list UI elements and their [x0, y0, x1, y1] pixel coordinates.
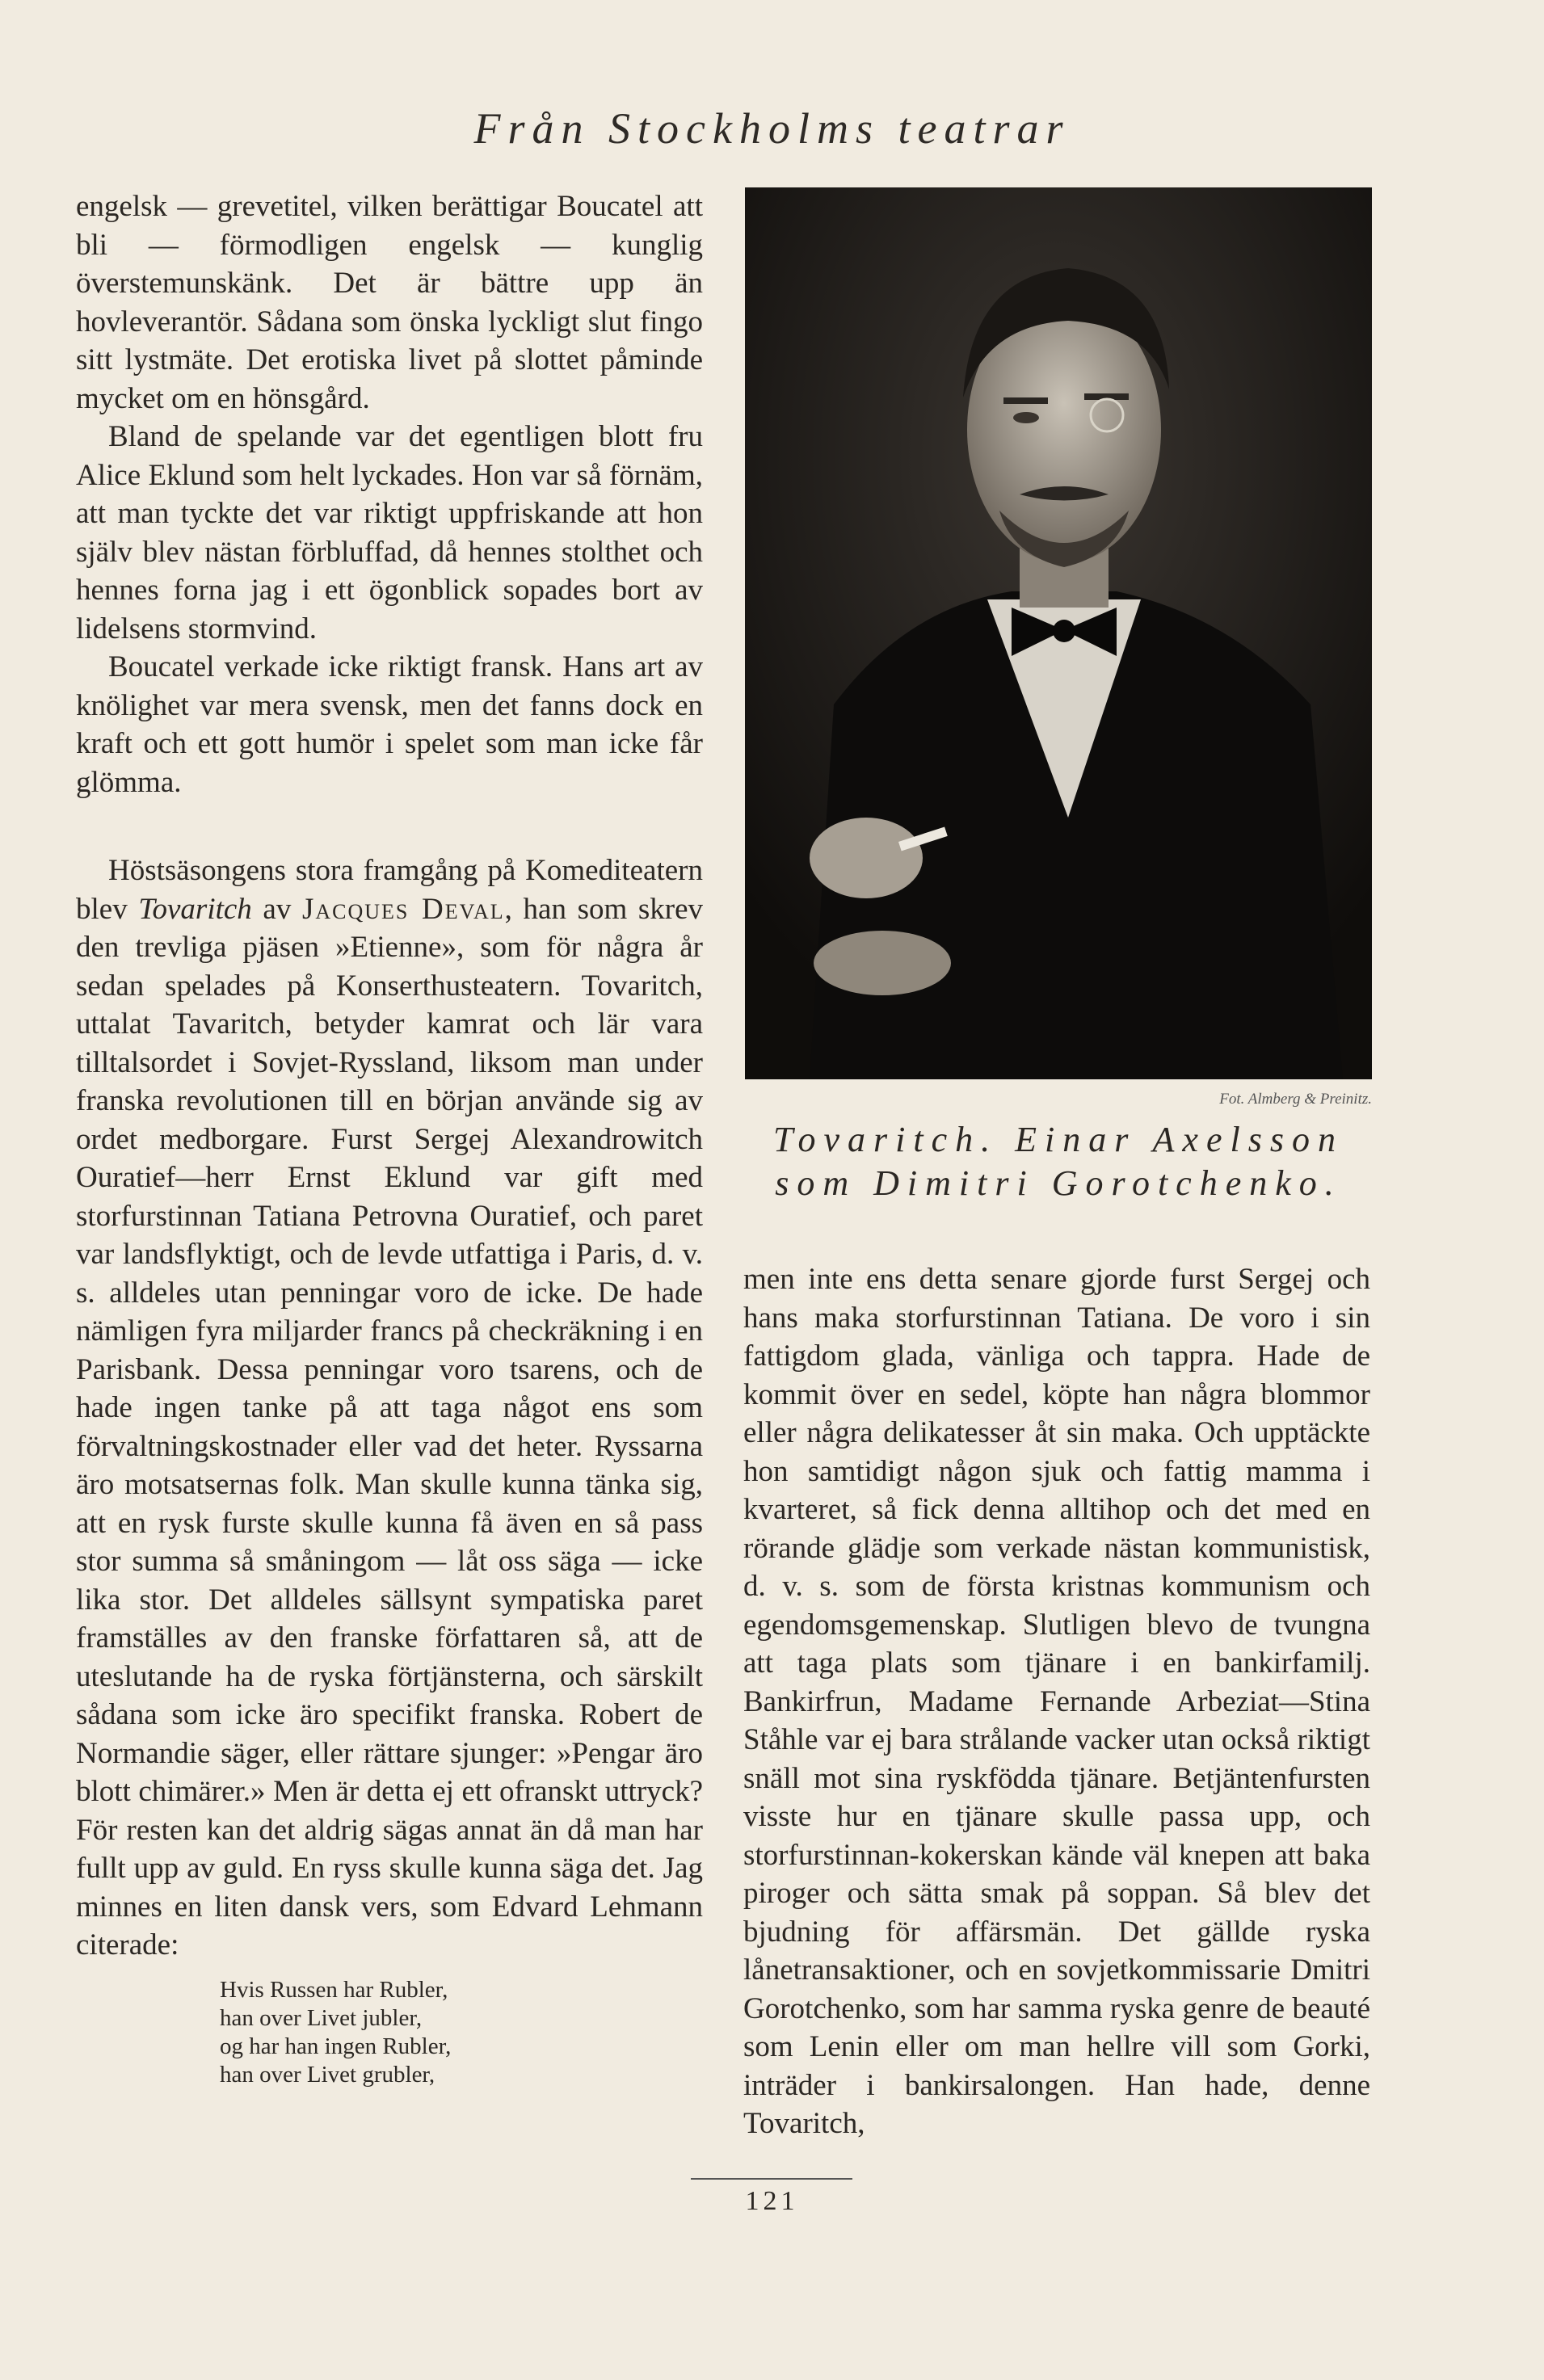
- running-header: Från Stockholms teatrar: [473, 104, 1071, 153]
- paragraph: engelsk — grevetitel, vilken berättigar Boucatel att bli — förmodligen engelsk — kunglig överstemunskänk. Det är bättre upp än hovleverantör. Sådana som önska lyckligt slut fingo sitt lystmäte. Det erotiska livet på slottet påminde mycket om en hönsgård.: [76, 190, 703, 415]
- footer-rule: [691, 2178, 852, 2180]
- quoted-verse: [220, 1976, 703, 2089]
- caption-line: som Dimitri Gorotchenko.: [775, 1163, 1342, 1203]
- verse-line: og har han ingen Rubler,: [220, 2033, 452, 2059]
- paragraph: Bland de spelande var det egentligen blott fru Alice Eklund som helt lyckades. Hon var så förnäm, att man tyckte det var riktigt uppfriskande att hon själv blev nästan förbluffad, då hennes stolthet och hennes forna jag i ett ögonblick sopades bort av lidelsens stormvind.: [76, 420, 703, 645]
- article-column-left-top: [76, 187, 703, 801]
- verse-line: han over Livet jubler,: [220, 2004, 423, 2031]
- paragraph-text: av: [251, 892, 302, 926]
- verse-line: han over Livet grubler,: [220, 2061, 435, 2088]
- photo-caption: [745, 1118, 1372, 1205]
- page-number: 121: [745, 2186, 799, 2216]
- caption-line: Tovaritch. Einar Axelsson: [773, 1120, 1344, 1159]
- article-column-left-bottom: [76, 852, 703, 2089]
- paragraph: [76, 852, 703, 1965]
- paragraph-text: , han som skrev den trevliga pjäsen »Etienne», som för några år sedan spelades på Konserthusteatern. Tovaritch, uttalat Tavaritch, betyder kamrat och lär vara tilltalsordet i Sovjet-Ryssland, liksom man under franska revolutionen till en början använde sig av ordet medborgare. Furst Sergej Alexandrowitch Ouratief—herr Ernst Eklund var gift med storfurstinnan Tatiana Petrovna Ouratief, och paret var landsflyktigt, och de levde utfattiga i Paris, d. v. s. alldeles utan penningar voro de icke. De hade nämligen fyra miljarder francs på checkräkning i en Parisbank. Dessa penningar voro tsarens, och de hade ingen tanke på att taga något ens som förvaltningskostnader eller vad det heter. Ryssarna äro motsatsernas folk. Man skulle kunna tänka sig, att en rysk furste skulle kunna få även en så pass stor summa så småningom — låt oss säga — icke lika stor. Det alldeles sällsynt sympatiska paret framställes av den franske författaren så, att de uteslutande ha de ryska förtjänsterna, och särskilt sådana som icke äro specifikt franska. Robert de Normandie säger, eller rättare sjunger: »Pengar äro blott chimärer.» Men är detta ej ett ofranskt uttryck? För resten kan det aldrig sägas annat än då man har fullt upp av guld. En ryss skulle kunna säga det. Jag minnes en liten dansk vers, som Edvard Lehmann citerade:: [76, 892, 703, 1962]
- play-title: Tovaritch: [138, 892, 252, 926]
- paragraph-text: Höstsäsongens stora framgång på Komediteatern blev: [76, 854, 703, 926]
- portrait-illustration: [745, 187, 1372, 1079]
- paragraph: Boucatel verkade icke riktigt fransk. Hans art av knölighet var mera svensk, men det fanns dock en kraft och ett gott humör i spelet som man icke får glömma.: [76, 650, 703, 799]
- verse-line: Hvis Russen har Rubler,: [220, 1976, 448, 2003]
- portrait-photo: [745, 187, 1372, 1079]
- article-column-right-bottom: [743, 1260, 1370, 2143]
- paragraph: men inte ens detta senare gjorde furst Sergej och hans maka storfurstinnan Tatiana. De voro i sin fattigdom glada, vänliga och tappra. Hade de kommit över en sedel, köpte han några blommor eller några delikatesser åt sin maka. Och upptäckte hon samtidigt någon sjuk och fattig mamma i kvarteret, så fick denna alltihop och det med en rörande glädje som verkade nästan kommunistisk, d. v. s. som de första kristnas kommunism och egendomsgemenskap. Slutligen blevo de tvungna att taga plats som tjänare i en bankirfamilj. Bankirfrun, Madame Fernande Arbeziat—Stina Ståhle var ej bara strålande vacker utan också riktigt snäll mot sina ryskfödda tjänare. Betjäntenfursten visste hur en tjänare skulle passa upp, och storfurstinnan-kokerskan kände väl knepen att baka piroger och sätta smak på soppan. Så blev det bjudning för affärsmän. Det gällde ryska lånetransaktioner, och en sovjetkommissarie Dmitri Gorotchenko, som har samma ryska genre de beauté som Lenin eller om man hellre vill som Gorki, inträder i bankirsalongen. Han hade, denne Tovaritch,: [743, 1263, 1370, 2140]
- photo-credit: Fot. Almberg & Preinitz.: [1219, 1091, 1372, 1108]
- author-name: Jacques Deval: [301, 892, 505, 926]
